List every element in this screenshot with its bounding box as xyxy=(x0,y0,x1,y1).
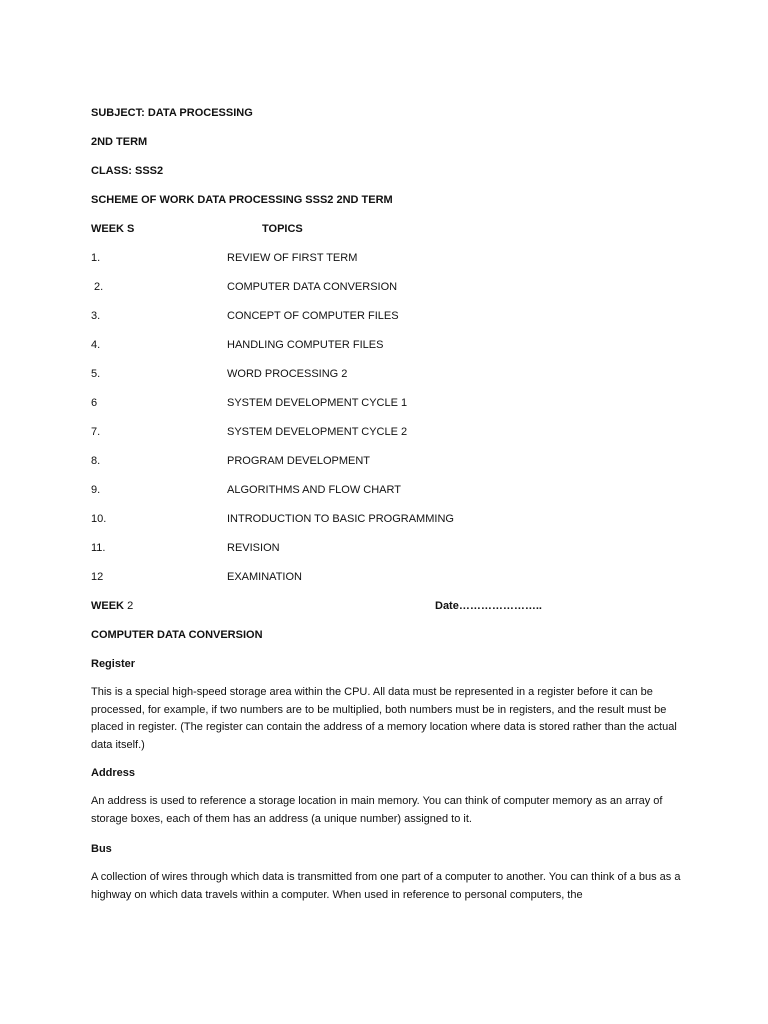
week-number: 10. xyxy=(91,513,107,525)
week-number: 1. xyxy=(91,252,101,264)
week-topic: SYSTEM DEVELOPMENT CYCLE 1 xyxy=(227,397,408,409)
week-number: 4. xyxy=(91,339,101,351)
week-label: WEEK xyxy=(91,600,124,612)
week-topic: REVIEW OF FIRST TERM xyxy=(227,252,358,264)
week-topic: REVISION xyxy=(227,542,280,554)
week-number: 3. xyxy=(91,310,101,322)
week2-line xyxy=(91,599,133,613)
term-line: 2ND TERM xyxy=(91,136,148,148)
week-topic: WORD PROCESSING 2 xyxy=(227,368,348,380)
scheme-topics-header: TOPICS xyxy=(262,223,303,235)
bus-paragraph: A collection of wires through which data is transmitted from one part of a computer to another. You can think of a bus as a highway on which data travels within a computer. When used in reference to personal computers, the xyxy=(91,871,681,901)
address-paragraph: An address is used to reference a storage location in main memory. You can think of computer memory as an array of storage boxes, each of them has an address (a unique number) assigned to it. xyxy=(91,795,663,825)
week-number: 8. xyxy=(91,455,101,467)
register-paragraph: This is a special high-speed storage area within the CPU. All data must be represented in a register before it can be processed, for example, if two numbers are to be multiplied, both numbers must be in registers, and the result must be placed in register. (The register can contain the address of a memory location where data is stored rather than the actual data itself.) xyxy=(91,686,677,751)
week-topic: CONCEPT OF COMPUTER FILES xyxy=(227,310,399,322)
week-number-value: 2 xyxy=(127,600,134,612)
week-number: 5. xyxy=(91,368,101,380)
week-topic: PROGRAM DEVELOPMENT xyxy=(227,455,371,467)
address-heading: Address xyxy=(91,767,136,779)
subject-line: SUBJECT: DATA PROCESSING xyxy=(91,107,253,119)
week-topic: COMPUTER DATA CONVERSION xyxy=(227,281,398,293)
register-heading: Register xyxy=(91,658,136,670)
bus-heading: Bus xyxy=(91,843,112,855)
week-topic: HANDLING COMPUTER FILES xyxy=(227,339,384,351)
scheme-week-header: WEEK S xyxy=(91,223,135,235)
week-number: 6 xyxy=(91,397,98,409)
section-heading: COMPUTER DATA CONVERSION xyxy=(91,629,263,641)
week-topic: ALGORITHMS AND FLOW CHART xyxy=(227,484,401,496)
class-line: CLASS: SSS2 xyxy=(91,165,164,177)
week-topic: EXAMINATION xyxy=(227,571,302,583)
week-number: 11. xyxy=(91,542,106,554)
week-number: 9. xyxy=(91,484,101,496)
scheme-title: SCHEME OF WORK DATA PROCESSING SSS2 2ND TERM xyxy=(91,194,393,206)
week-number: 7. xyxy=(91,426,101,438)
week-topic: INTRODUCTION TO BASIC PROGRAMMING xyxy=(227,513,454,525)
week-number: 2. xyxy=(91,281,104,293)
date-field: Date………………….. xyxy=(435,600,542,612)
week-topic: SYSTEM DEVELOPMENT CYCLE 2 xyxy=(227,426,408,438)
week-number: 12 xyxy=(91,571,104,583)
